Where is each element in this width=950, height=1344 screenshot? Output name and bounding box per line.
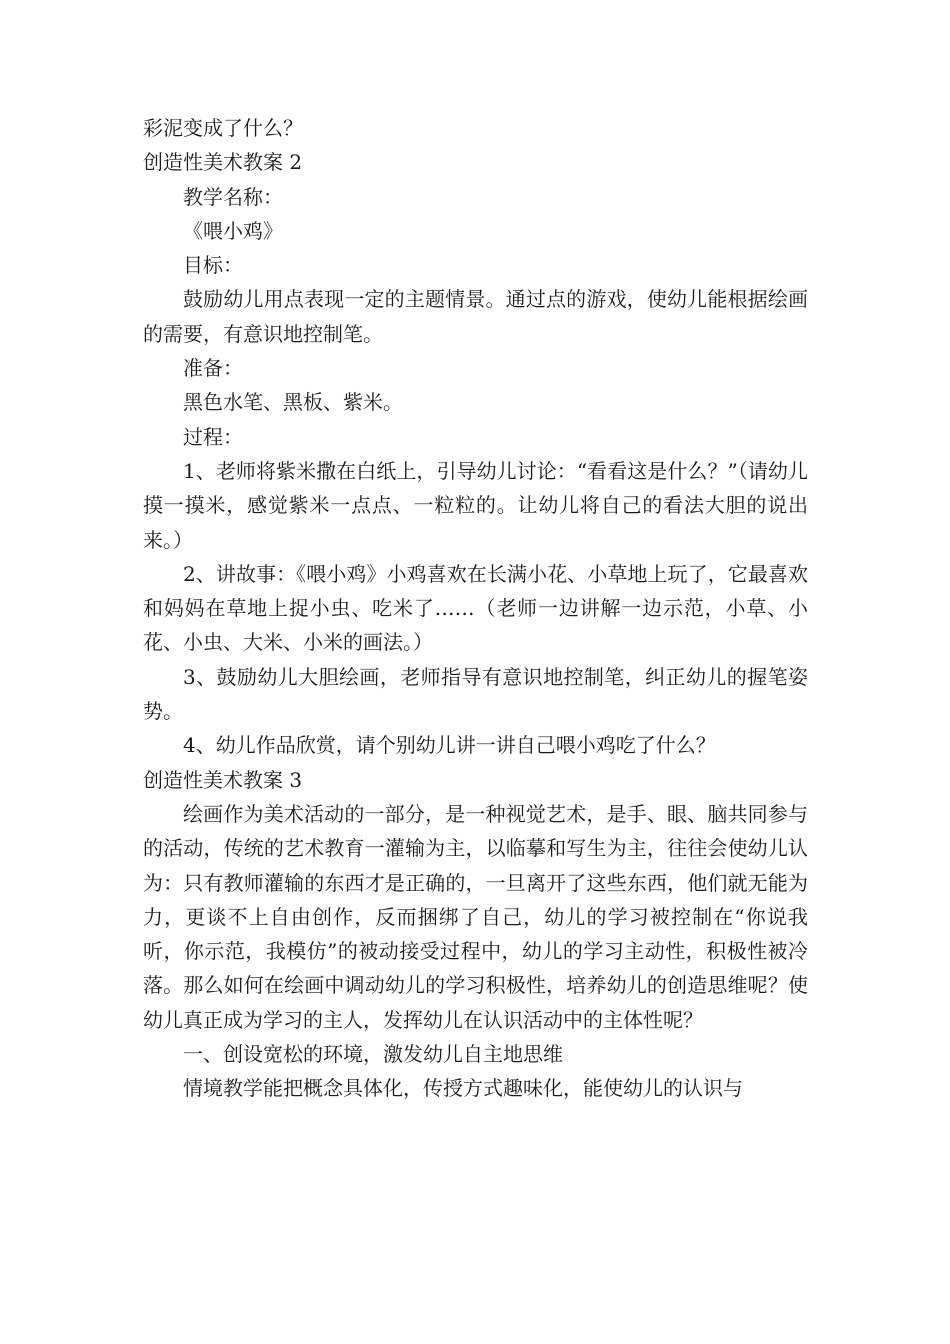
intro-paragraph: 绘画作为美术活动的一部分，是一种视觉艺术，是手、眼、脑共同参与的活动，传统的艺术教育一灌输为主，以临摹和写生为主，往往会使幼儿认为：只有教师灌输的东西才是正确的，一旦离开了这些东西，他们就无能为力，更谈不上自由创作，反而捆绑了自己，幼儿的学习被控制在“你说我听，你示范，我模仿”的被动接受过程中，幼儿的学习主动性，积极性被冷落。那么如何在绘画中调动幼儿的学习积极性，培养幼儿的创造思维呢？使幼儿真正成为学习的主人，发挥幼儿在认识活动中的主体性呢？: [143, 801, 808, 1032]
label-lesson-name: 教学名称：: [183, 184, 283, 209]
lesson-name-value: 《喂小鸡》: [183, 218, 283, 243]
process-step-4: 4、幼儿作品欣赏，请个别幼儿讲一讲自己喂小鸡吃了什么？: [183, 733, 716, 758]
subheading-environment: 一、创设宽松的环境，激发幼儿自主地思维: [183, 1042, 563, 1067]
label-preparation: 准备：: [183, 356, 243, 381]
section-title-lesson-2: 创造性美术教案 2: [143, 150, 303, 175]
process-step-1: 1、老师将紫米撒在白纸上，引导幼儿讨论：“看看这是什么？”（请幼儿摸一摸米，感觉紫米一点点、一粒粒的。让幼儿将自己的看法大胆的说出来。）: [143, 458, 808, 552]
process-step-2: 2、讲故事：《喂小鸡》小鸡喜欢在长满小花、小草地上玩了，它最喜欢和妈妈在草地上捉小虫、吃米了……（老师一边讲解一边示范，小草、小花、小虫、大米、小米的画法。）: [143, 561, 808, 655]
paragraph-title-clay: 彩泥变成了什么？: [143, 116, 303, 140]
goal-text: 鼓励幼儿用点表现一定的主题情景。通过点的游戏，使幼儿能根据绘画的需要，有意识地控制笔。: [143, 287, 808, 346]
situation-teaching-paragraph: 情境教学能把概念具体化，传授方式趣味化，能使幼儿的认识与: [183, 1076, 743, 1101]
document-body: [143, 111, 808, 1106]
label-process: 过程：: [183, 424, 243, 449]
label-goal: 目标：: [183, 253, 243, 278]
section-title-lesson-3: 创造性美术教案 3: [143, 767, 303, 792]
process-step-3: 3、鼓励幼儿大胆绘画，老师指导有意识地控制笔，纠正幼儿的握笔姿势。: [143, 664, 808, 724]
preparation-text: 黑色水笔、黑板、紫米。: [183, 390, 403, 415]
